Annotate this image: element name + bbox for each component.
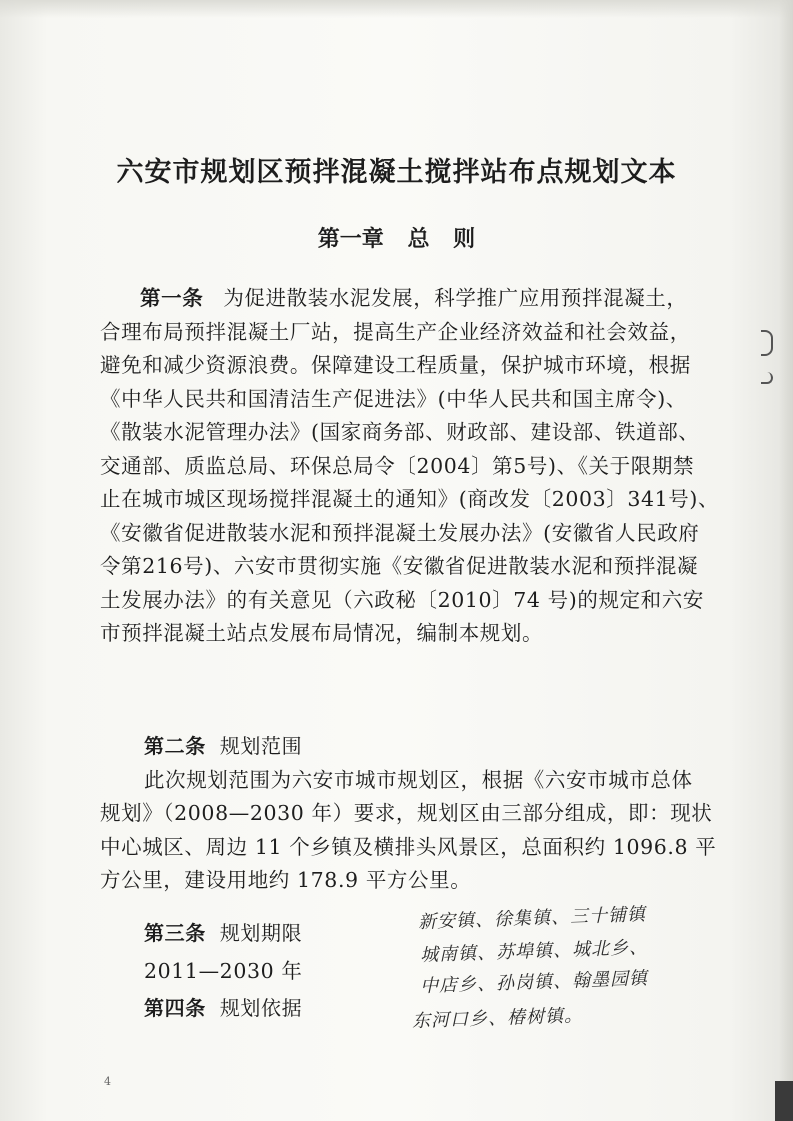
article-1-line: 交通部、质监总局、环保总局令〔2004〕第5号)、《关于限期禁	[100, 453, 695, 478]
article-1-line: 市预拌混凝土站点发展布局情况，编制本规划。	[100, 621, 544, 645]
chapter-heading	[0, 222, 793, 253]
document-title: 六安市规划区预拌混凝土搅拌站布点规划文本	[116, 157, 677, 188]
article-1-line: 土发展办法》的有关意见（六政秘〔2010〕74 号)的规定和六安	[100, 587, 704, 612]
article-3-heading: 第三条 规划期限	[144, 921, 303, 945]
scan-corner	[775, 1081, 793, 1121]
page-number: 4	[104, 1075, 111, 1088]
handwritten-note: 新安镇、徐集镇、三十铺镇	[417, 904, 647, 933]
article-3-period: 2011—2030 年	[144, 958, 303, 983]
article-1-line: 《散装水泥管理办法》(国家商务部、财政部、建设部、铁道部、	[100, 420, 700, 444]
handwritten-note: 中店乡、孙岗镇、翰墨园镇	[419, 968, 649, 997]
article-4	[100, 992, 675, 1026]
handwritten-note: 东河口乡、椿树镇。	[411, 1005, 584, 1032]
article-1-line: 避免和减少资源浪费。保障建设工程质量，保护城市环境，根据	[100, 353, 691, 377]
article-2-line: 中心城区、周边 11 个乡镇及横排头风景区，总面积约 1096.8 平	[100, 834, 717, 859]
article-2	[100, 730, 717, 898]
margin-mark	[761, 330, 773, 356]
article-2-line: 规划》（2008—2030 年）要求，规划区由三部分组成，即：现状	[100, 801, 713, 825]
scan-shadow-top	[0, 0, 793, 18]
article-1-line: 《安徽省促进散装水泥和预拌混凝土发展办法》(安徽省人民政府	[100, 520, 700, 545]
article-1-line: 合理布局预拌混凝土厂站，提高生产企业经济效益和社会效益，	[100, 319, 691, 344]
article-1-label: 第一条	[140, 286, 204, 310]
article-4-heading: 第四条 规划依据	[144, 996, 303, 1020]
margin-mark	[761, 372, 773, 384]
chapter-name-2: 则	[453, 226, 476, 252]
article-1-line: 《中华人民共和国清洁生产促进法》(中华人民共和国主席令)、	[100, 386, 687, 411]
handwritten-note: 城南镇、苏埠镇、城北乡、	[419, 937, 649, 966]
article-1	[100, 282, 720, 651]
article-1-line: 令第216号)、六安市贯彻实施《安徽省促进散装水泥和预拌混凝	[100, 554, 699, 578]
article-1-line: 第一条 为促进散装水泥发展，科学推广应用预拌混凝土，	[140, 286, 688, 310]
article-1-line: 止在城市城区现场搅拌混凝土的通知》(商改发〔2003〕341号)、	[100, 487, 720, 511]
article-2-heading: 第二条 规划范围	[144, 734, 303, 758]
article-2-line: 方公里，建设用地约 178.9 平方公里。	[100, 868, 472, 892]
chapter-name-1: 总	[407, 226, 430, 252]
chapter-number: 第一章	[317, 226, 384, 252]
article-2-line: 此次规划范围为六安市城市规划区，根据《六安市城市总体	[144, 767, 693, 792]
